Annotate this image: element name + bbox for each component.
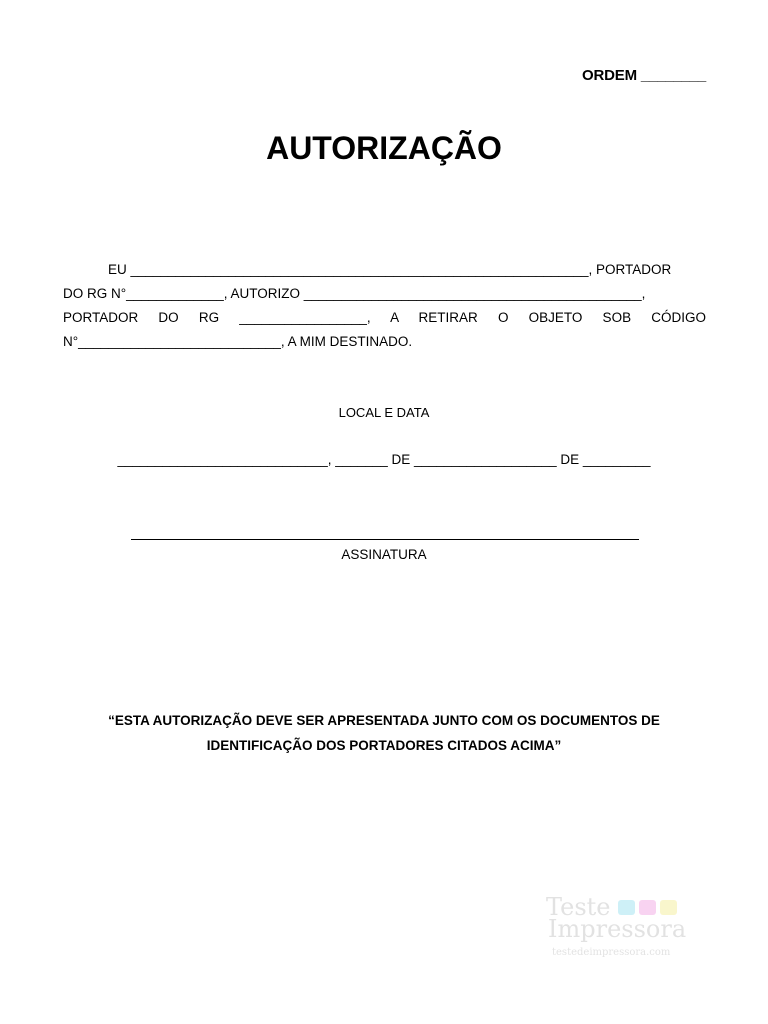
signature-label: ASSINATURA [341,547,427,562]
local-data-fill-line: ____________________________, _______ DE ___________________ DE _________ [117,452,651,467]
document-title: AUTORIZAÇÃO [266,130,502,166]
ordem-field: ORDEM ________ [582,67,706,84]
body-line-codigo: N°___________________________, A MIM DESTINADO. [63,334,413,349]
signature-line [131,539,639,540]
body-line-portador: PORTADOR DO RG _________________, A RETIRAR O OBJETO SOB CÓDIGO [63,310,706,325]
body-line-eu: EU _____________________________________________________________, PORTADOR [63,262,672,277]
watermark-word-1: Teste [546,893,611,921]
notice-line-1: “ESTA AUTORIZAÇÃO DEVE SER APRESENTADA JUNTO COM OS DOCUMENTOS DE [108,713,660,728]
notice-line-2: IDENTIFICAÇÃO DOS PORTADORES CITADOS ACIMA” [206,738,562,753]
local-data-label: LOCAL E DATA [338,405,430,420]
watermark-site: testedeimpressora.com [552,947,671,958]
cyan-square-icon [618,900,635,915]
magenta-square-icon [639,900,656,915]
watermark-word-2: Impressora [548,915,687,943]
watermark-logo [546,893,706,963]
body-line-rg-autorizo: DO RG N°_____________, AUTORIZO _____________________________________________, [63,286,646,301]
yellow-square-icon [660,900,677,915]
